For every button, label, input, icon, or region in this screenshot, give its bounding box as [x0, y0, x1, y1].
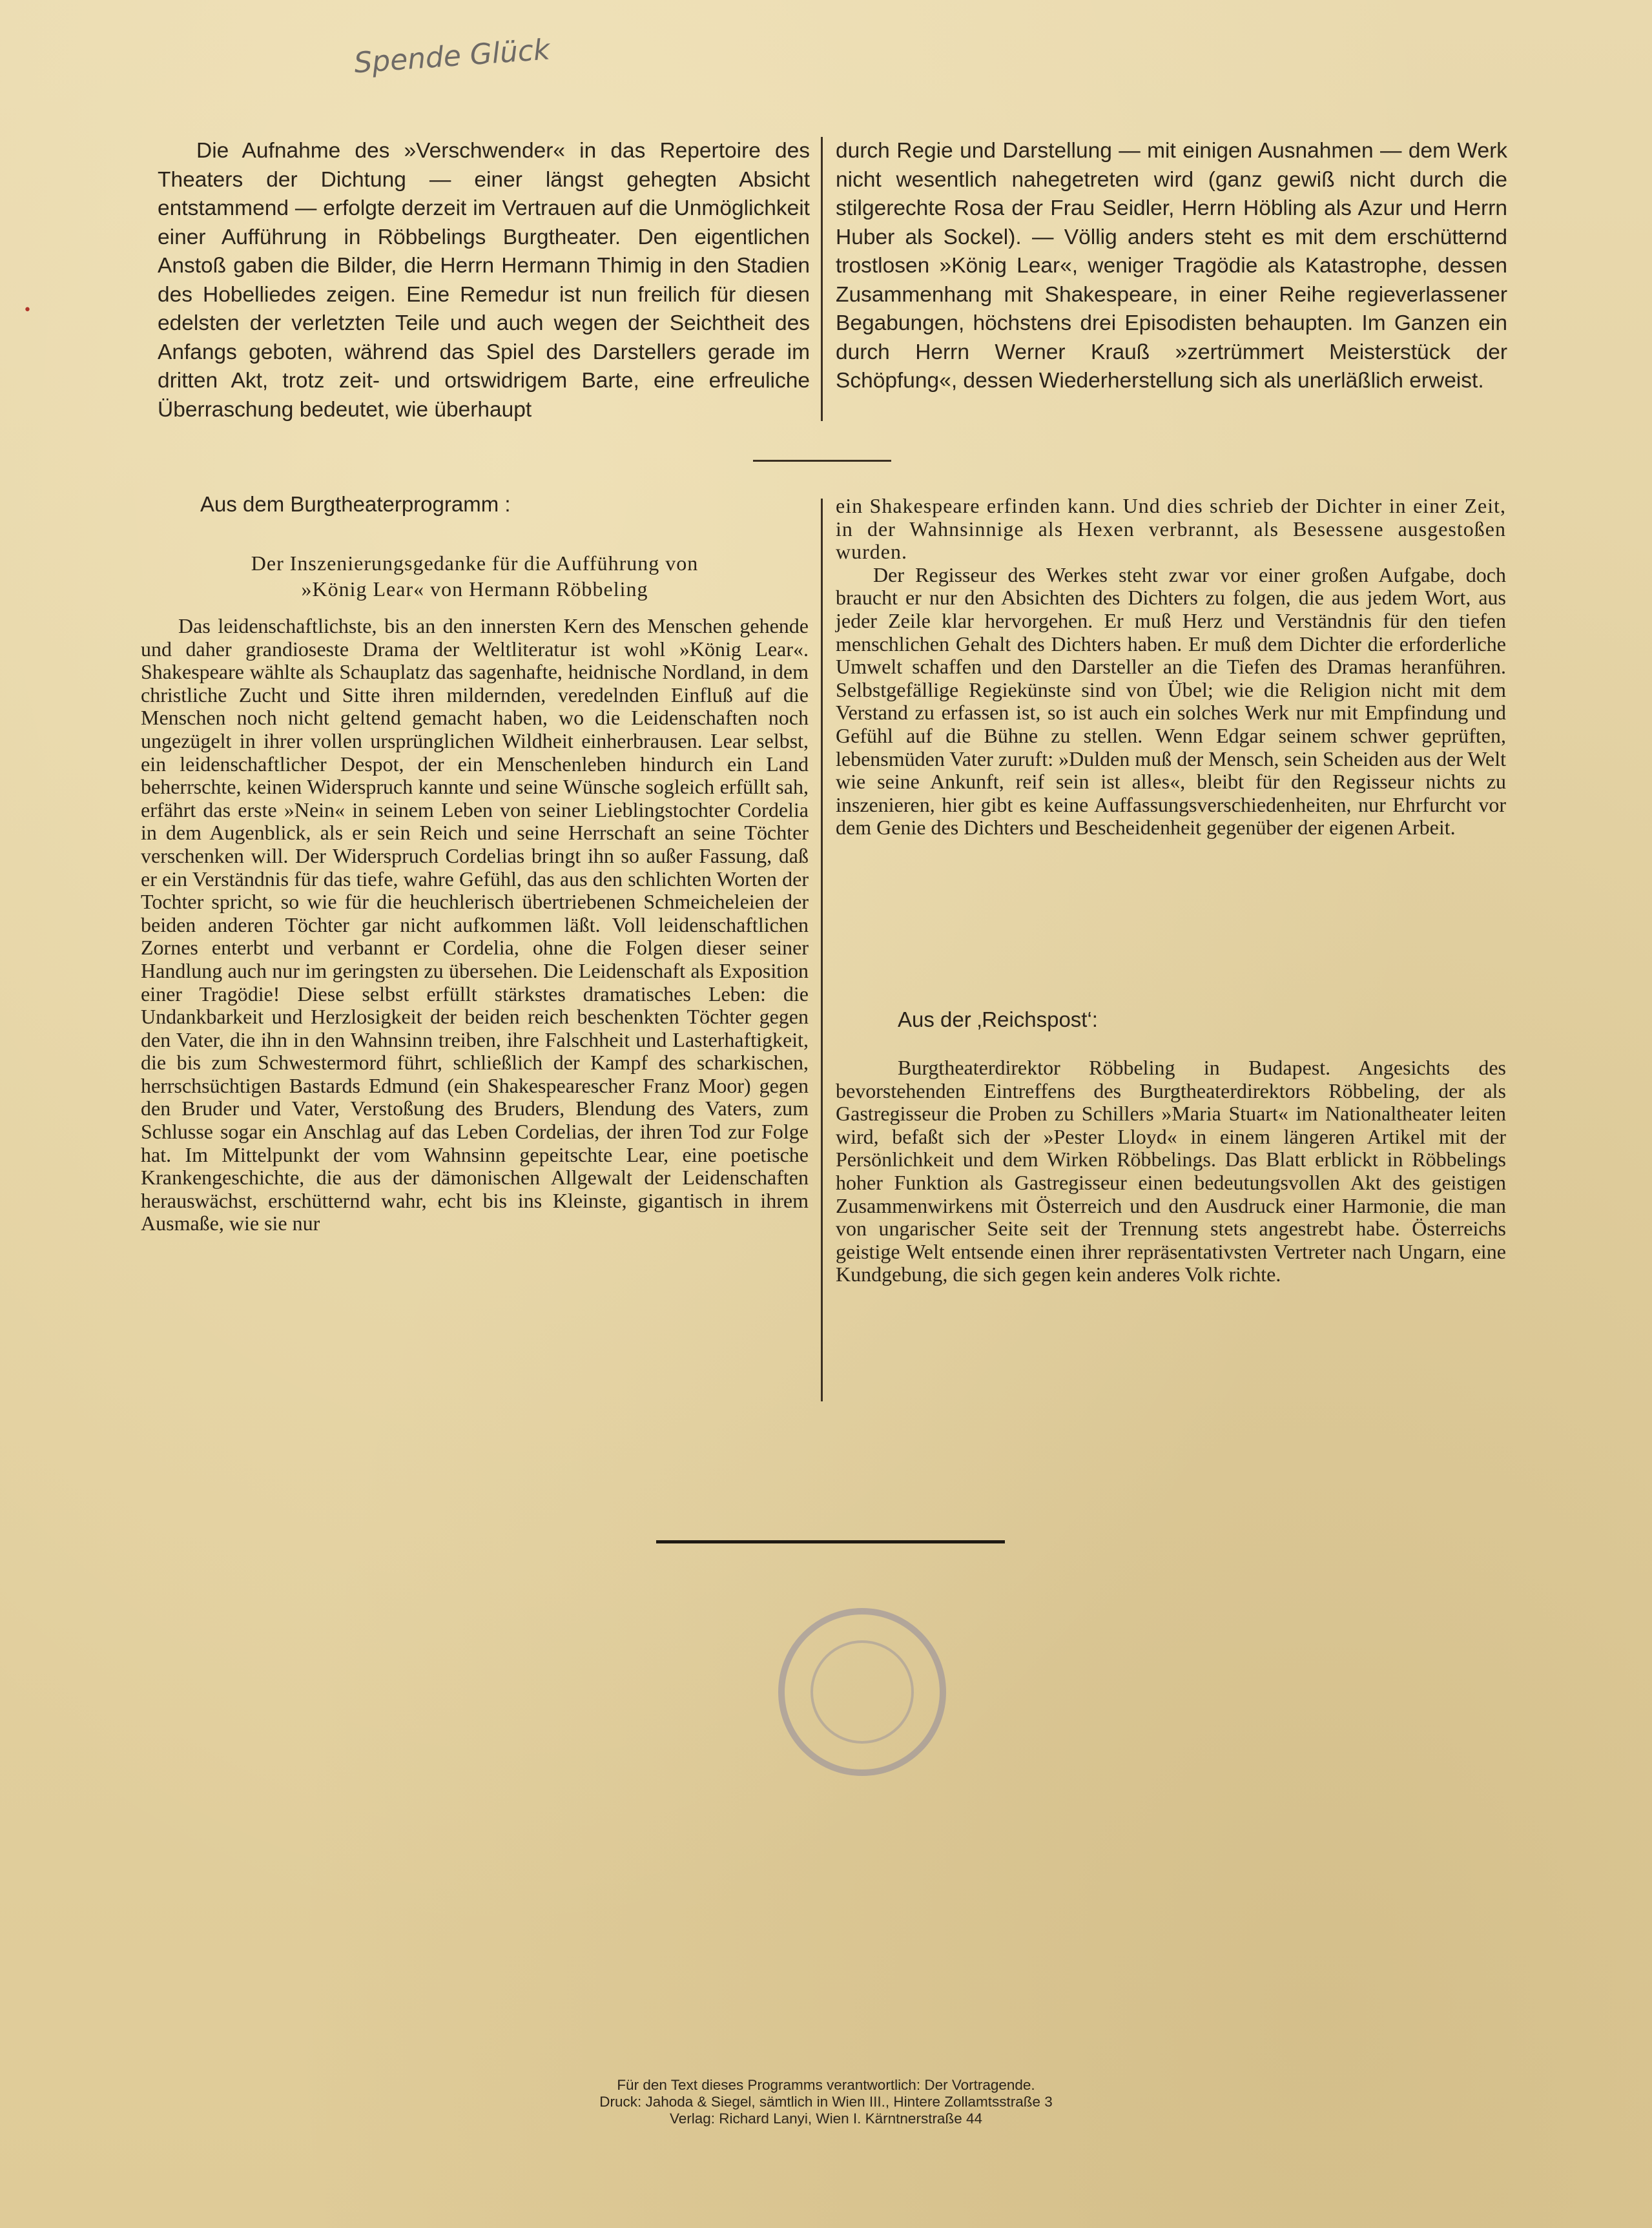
section-divider [753, 460, 891, 462]
column-divider-middle [821, 499, 823, 1401]
imprint-footer [0, 2077, 1652, 2127]
article-title-line1: Der Inszenierungsgedanke für die Aufführung von [251, 552, 699, 575]
closing-rule [656, 1540, 1005, 1543]
burgtheater-paragraph-1: Das leidenschaftlichste, bis an den innersten Kern des Menschen gehende und daher grandioseste Drama der Weltliteratur ist wohl »König Lear«. Shakespeare wählte als Schauplatz das sagenhafte, heidnische Nordland, in dem christliche Zucht und Sitte ihren mildernden, veredelnden Einfluß auf die Menschen noch nicht geltend gemacht haben, wo die Leidenschaften noch ungezügelt in ihrer vollen ursprünglichen Wildheit einherbrausen. Lear selbst, ein leidenschaftlicher Despot, der ein Menschenleben hindurch ein Land beherrschte, keinen Widerspruch kannte und seine Wünsche sogleich erfüllt sah, erfährt das erste »Nein« in seinem Leben von seiner Lieblingstochter Cordelia in dem Augenblick, als er sein Reich und seine Herrschaft an seine Töchter verschenken will. Der Widerspruch Cordelias bringt ihn so außer Fassung, daß er ein Verständnis für das tiefe, wahre Gefühl, das aus den schlichten Worten der Tochter spricht, so wie für die heuchlerisch übertriebenen Schmeicheleien der beiden anderen Töchter gar nicht aufkommen läßt. Voll leidenschaftlichen Zornes enterbt und verbannt er Cordelia, ohne die Folgen dieser seiner Handlung auch nur im geringsten zu übersehen. Die Leidenschaft als Exposition einer Tragödie! Diese selbst erfüllt stärkstes dramatisches Leben: die Undankbarkeit und Herzlosigkeit der beiden reich beschenkten Töchter gegen den Vater, die ihn in den Wahnsinn treiben, ihre Falschheit und Lasterhaftigkeit, die bis zum Schwestermord führt, schließlich der Kampf des scharkischen, herrschsüchtigen Bastards Edmund (ein Shakespearescher Franz Moor) gegen den Bruder und Vater, Verstoßung des Bruders, Blendung des Vaters, zum Schlusse sogar ein Anschlag auf das Leben Cordelias, der ihren Tod zur Folge hat. Im Mittelpunkt der vom Wahnsinn gepeitschte Lear, eine poetische Krankengeschichte, die aus der dämonischen Allgewalt der Leidenschaften herauswächst, erschütternd wahr, echt bis ins Kleinste, gigantisch in ihrem Ausmaße, wie sie nur [141, 614, 809, 1235]
article-title [141, 550, 809, 602]
footer-responsible: Für den Text dieses Programms verantwortlich: Der Vortragende. [617, 2077, 1035, 2093]
burgtheater-right-column [836, 495, 1506, 840]
burgtheater-heading: Aus dem Burgtheaterprogramm : [200, 492, 511, 516]
intro-left-column: Die Aufnahme des »Verschwender« in das Repertoire des Theaters der Dichtung — einer längst gehegten Absicht entstammend — erfolgte derzeit im Vertrauen auf die Unmöglichkeit einer Aufführung in Röbbelings Burgtheater. Den eigentlichen Anstoß gaben die Bilder, die Herrn Hermann Thimig in den Stadien des Hobelliedes zeigen. Eine Remedur ist nun freilich für diesen edelsten der verletzten Teile und auch wegen der Seichtheit des Anfangs geboten, während das Spiel des Darstellers gerade im dritten Akt, trotz zeit- und ortswidrigem Barte, eine erfreuliche Überraschung bedeutet, wie überhaupt [158, 139, 810, 422]
footer-publisher: Verlag: Richard Lanyi, Wien I. Kärntnerstraße 44 [670, 2110, 982, 2127]
library-stamp [778, 1608, 946, 1776]
handwritten-note: Spende Glück [353, 33, 552, 80]
article-title-line2: »König Lear« von Hermann Röbbeling [301, 577, 648, 601]
margin-mark: • [23, 302, 32, 318]
burgtheater-paragraph-2: Der Regisseur des Werkes steht zwar vor einer großen Aufgabe, doch braucht er nur den Absichten des Dichters zu folgen, die aus jedem Wort, aus jeder Zeile klar hervorgehen. Er muß Herz und Verständnis für den tiefen menschlichen Gehalt des Dichters haben. Er muß dem Dichter die erforderliche Umwelt schaffen und den Darsteller an die Tiefen des Dramas heranführen. Selbstgefällige Regiekünste sind von Übel; wie die Religion nicht mit dem Verstand zu erfassen ist, so ist auch ein solches Werk nur mit Empfindung und Gefühl auf die Bühne zu stellen. Wenn Edgar seinem schwer geprüften, lebensmüden Vater zuruft: »Dulden muß der Mensch, sein Scheiden aus der Welt wie seine Ankunft, reif sein ist alles«, bleibt für den Regisseur nichts zu inszenieren, hier gibt es keine Auffassungsverschiedenheiten, nur Ehrfurcht vor dem Genie des Dichters und Bescheidenheit gegenüber der eigenen Arbeit. [836, 562, 1506, 840]
column-divider-top [821, 137, 823, 421]
reichspost-heading: Aus der ‚Reichspost‘: [898, 1007, 1098, 1031]
burgtheater-continuation: ein Shakespeare erfinden kann. Und dies schrieb der Dichter in einer Zeit, in der Wahnsinnige als Hexen verbrannt, als Besessene ausgestoßen wurden. [836, 494, 1506, 564]
library-stamp-inner-ring [811, 1640, 914, 1744]
intro-right-column: durch Regie und Darstellung — mit einigen Ausnahmen — dem Werk nicht wesentlich nahegetreten wird (ganz gewiß nicht durch die stilgerechte Rosa der Frau Seidler, Herrn Höbling als Azur und Herrn Huber als Sockel). — Völlig anders steht es mit dem erschütternd trostlosen »König Lear«, weniger Tragödie als Katastrophe, dessen Zusammenhang mit Shakespeare, in einer Reihe regieverlassener Begabungen, höchstens drei Episodisten behaupten. Im Ganzen ein durch Herrn Werner Krauß »zertrümmert Meisterstück der Schöpfung«, dessen Wiederherstellung sich als unerläßlich erweist. [836, 139, 1507, 393]
reichspost-paragraph: Burgtheaterdirektor Röbbeling in Budapest. Angesichts des bevorstehenden Eintreffens des Burgtheaterdirektors Röbbeling, der als Gastregisseur die Proben zu Schillers »Maria Stuart« im Nationaltheater leiten wird, befaßt sich der »Pester Lloyd« in einem längeren Artikel mit der Persönlichkeit und dem Wirken Röbbelings. Das Blatt erblickt in Röbbelings hoher Funktion als Gastregisseur einen bedeutungsvollen Akt des geistigen Zusammenwirkens mit Österreich und den Ausdruck einer Harmonie, die man von ungarischer Seite seit der Trennung stets angestrebt habe. Österreichs geistige Welt entsende einen ihrer repräsentativsten Vertreter nach Ungarn, eine Kundgebung, die sich gegen kein anderes Volk richte. [836, 1056, 1506, 1286]
reichspost-column [836, 1057, 1506, 1286]
footer-printer: Druck: Jahoda & Siegel, sämtlich in Wien III., Hintere Zollamtsstraße 3 [599, 2094, 1053, 2110]
burgtheater-left-column [141, 615, 809, 1235]
